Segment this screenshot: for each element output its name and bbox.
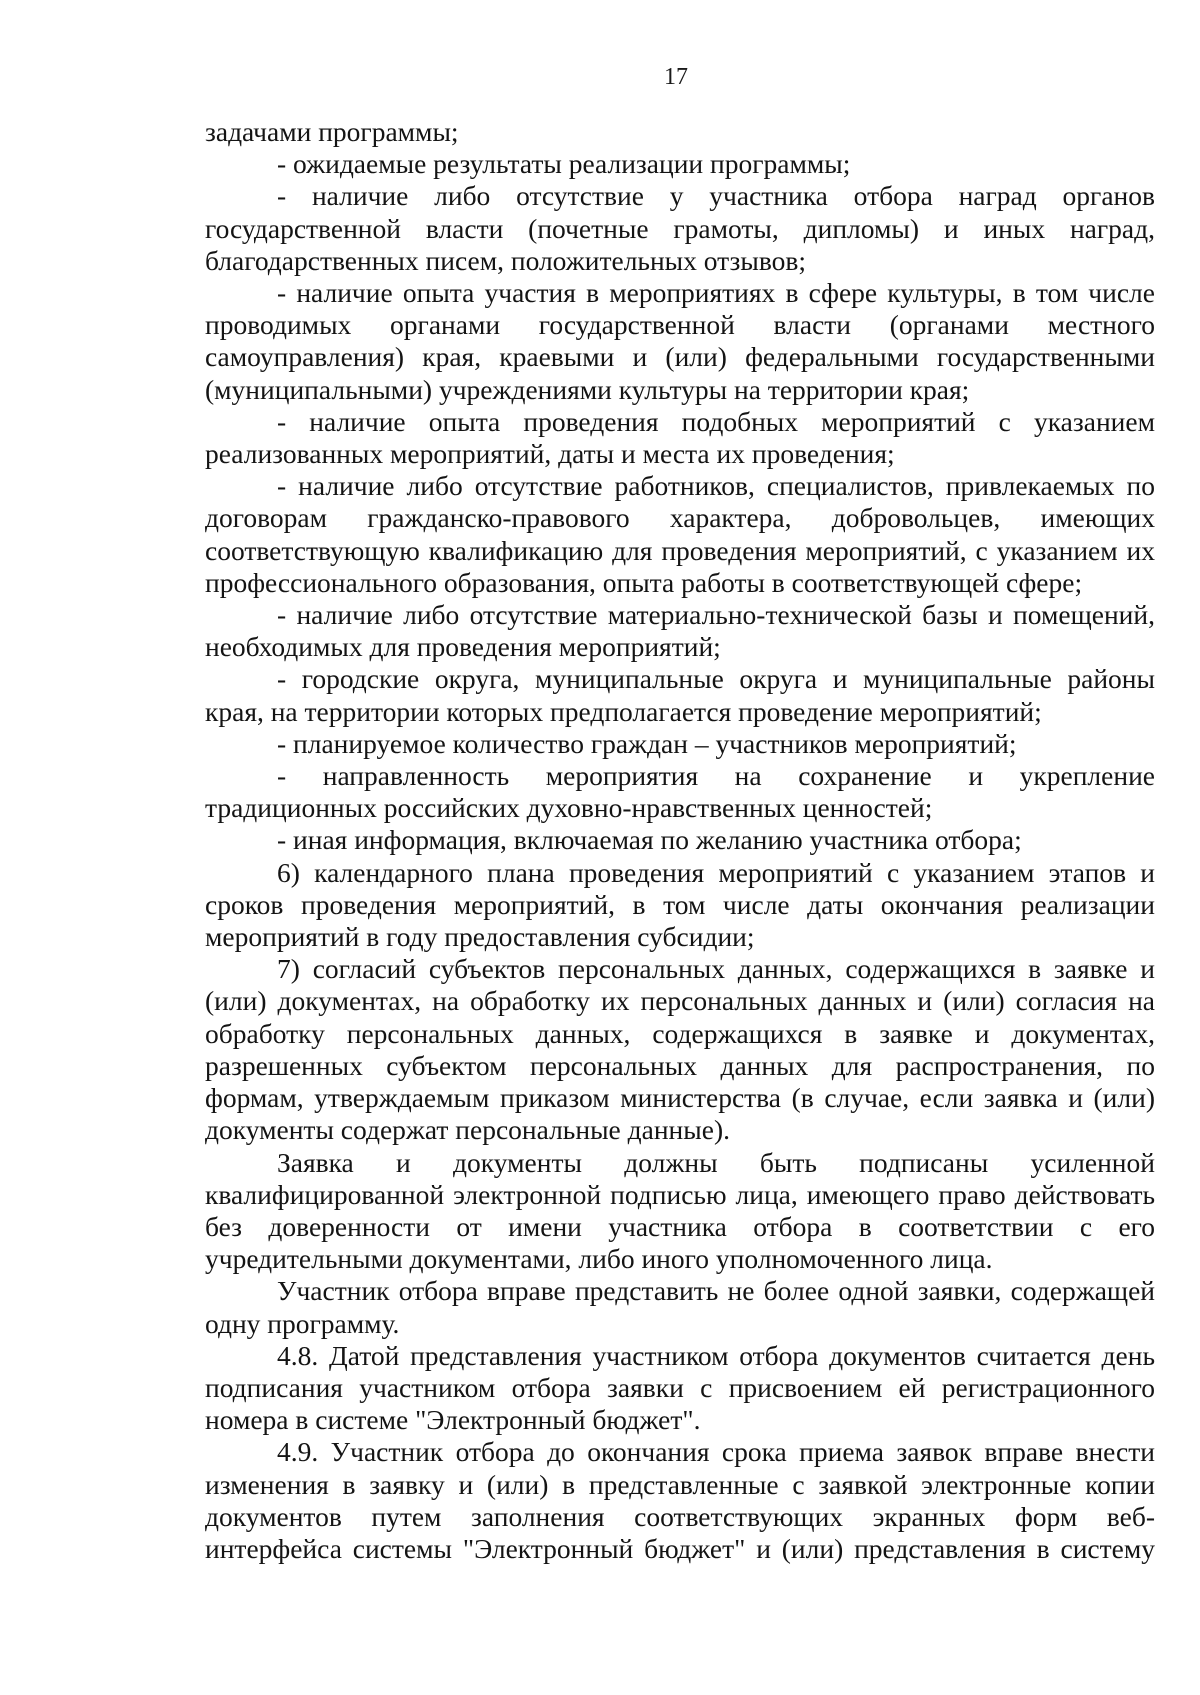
paragraph-13: 7) согласий субъектов персональных данных, содержащихся в заявке и (или) документах, на обработку их персональных данных и (или) согласия на обработку персональных данных, содержащихся в заявке и документах, разрешенных субъектом персональных данных для распространения, по формам, утверждаемым приказом министерства (в случае, если заявка и (или) документы содержат персональные данные). bbox=[205, 953, 1155, 1146]
document-body bbox=[205, 116, 1155, 1565]
paragraph-16: 4.8. Датой представления участником отбора документов считается день подписания участником отбора заявки с присвоением ей регистрационного номера в системе "Электронный бюджет". bbox=[205, 1339, 1155, 1436]
paragraph-6: - наличие либо отсутствие работников, специалистов, привлекаемых по договорам гражданско-правового характера, добровольцев, имеющих соответствующую квалификацию для проведения мероприятий, с указанием их профессионального образования, опыта работы в соответствующей сфере; bbox=[205, 470, 1155, 598]
paragraph-5: - наличие опыта проведения подобных мероприятий с указанием реализованных мероприятий, даты и места их проведения; bbox=[205, 405, 1155, 470]
paragraph-2: - ожидаемые результаты реализации программы; bbox=[277, 148, 851, 180]
paragraph-17: 4.9. Участник отбора до окончания срока приема заявок вправе внести изменения в заявку и (или) в представленные с заявкой электронные копии документов путем заполнения соответствующих экранных форм веб-интерфейса системы "Электронный бюджет" и (или) представления в систему bbox=[205, 1436, 1155, 1564]
paragraph-7: - наличие либо отсутствие материально-технической базы и помещений, необходимых для проведения мероприятий; bbox=[205, 599, 1155, 663]
paragraph-15: Участник отбора вправе представить не более одной заявки, содержащей одну программу. bbox=[205, 1275, 1155, 1339]
paragraph-4: - наличие опыта участия в мероприятиях в сфере культуры, в том числе проводимых органами государственной власти (органами местного самоуправления) края, краевыми и (или) федеральными государственными (муниципальными) учреждениями культуры на территории края; bbox=[205, 277, 1155, 405]
paragraph-1: задачами программы; bbox=[205, 116, 459, 147]
paragraph-11: - иная информация, включаемая по желанию участника отбора; bbox=[277, 824, 1022, 856]
paragraph-14: Заявка и документы должны быть подписаны усиленной квалифицированной электронной подписью лица, имеющего право действовать без доверенности от имени участника отбора в соответствии с его учредительными документами, либо иного уполномоченного лица. bbox=[205, 1146, 1155, 1275]
paragraph-10: - направленность мероприятия на сохранение и укрепление традиционных российских духовно-нравственных ценностей; bbox=[205, 760, 1155, 824]
paragraph-9: - планируемое количество граждан – участников мероприятий; bbox=[277, 727, 1017, 759]
paragraph-8: - городские округа, муниципальные округа и муниципальные районы края, на территории которых предполагается проведение мероприятий; bbox=[205, 663, 1155, 727]
page-number: 17 bbox=[664, 64, 688, 90]
paragraph-12: 6) календарного плана проведения мероприятий с указанием этапов и сроков проведения мероприятий, в том числе даты окончания реализации мероприятий в году предоставления субсидии; bbox=[205, 856, 1155, 953]
paragraph-3: - наличие либо отсутствие у участника отбора наград органов государственной власти (почетные грамоты, дипломы) и иных наград, благодарственных писем, положительных отзывов; bbox=[205, 180, 1155, 276]
